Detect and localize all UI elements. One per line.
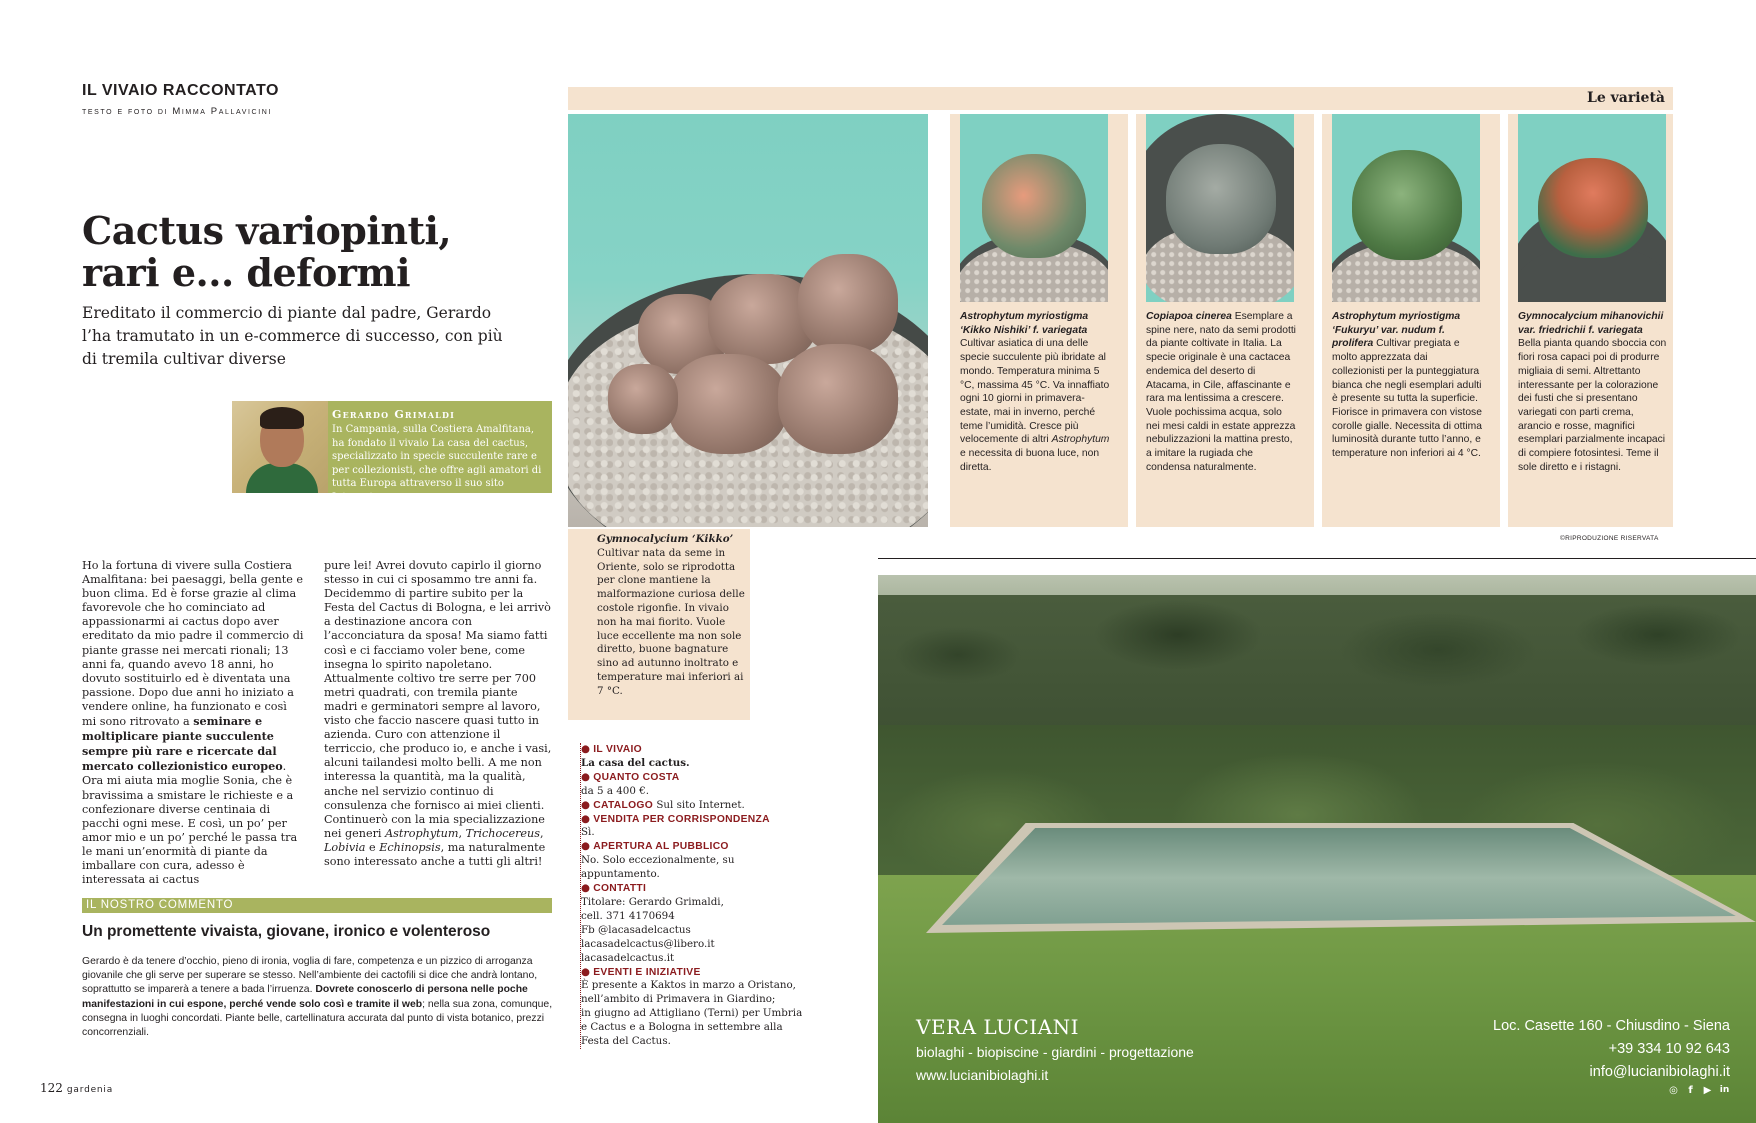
variety-name: Gymnocalycium mihanovichii var. friedrichii f. variegata (1518, 311, 1664, 336)
genus-name: Echinopsis (379, 840, 441, 854)
comment-label: IL NOSTRO COMMENTO (86, 899, 234, 911)
variety-photo (1518, 114, 1666, 302)
body-text: . Ora mi aiuta mia moglie Sonia, che è bravissima a smistare le richieste e a confezionare diverse centinaia di pacchi ogni mese. E così, un po’ per amor mio e un po’ perché le passa tra le mani un’enormità di piante da imballare con cura, adesso è interessata ai cactus (82, 760, 298, 887)
variety-name: Astrophytum myriostigma ‘Kikko Nishiki’ f. variegata (960, 311, 1089, 336)
contact-facebook: Fb @lacasadelcactus (581, 923, 691, 936)
info-heading: VENDITA PER CORRISPONDENZA (593, 813, 770, 825)
info-value: La casa del cactus. (581, 756, 690, 769)
comment-bar (82, 898, 552, 913)
main-caption-name: Gymnocalycium ‘Kikko’ (597, 533, 734, 545)
event-line: È presente a Kaktos in marzo a Oristano, (581, 979, 796, 992)
nursery-info-box: ● IL VIVAIO La casa del cactus. ● QUANTO COSTA da 5 a 400 €. ● CATALOGO Sul sito Internet. ● VENDITA PER CORRISPONDENZA Sì. ● APERTURA AL PUBBLICO No. Solo eccezionalmente, su appuntamento. ● CONTATTI Titolare: Gerardo Grimaldi, cell. 371 4170694 Fb @lacasadelcactus lacasadelcactus@libero.it lacasadelcactus.it ● EVENTI E INIZIATIVE È presente a Kaktos in marzo a Oristano, nell’ambito di Primavera in Giardino; in giugno ad Attigliano (Terni) per Umbria e Cactus e a Bologna in settembre alla Festa del Cactus. (581, 743, 803, 1048)
event-line: nell’ambito di Primavera in Giardino; (581, 993, 776, 1006)
comment-text: Gerardo è da tenere d’occhio, pieno di ironia, voglia di fare, competenza e un pizzico di arroganza giovanile che gli serve per superare se stesso. Nell’ambiente dei cactofili si dice che andrà lontano, soprattutto se imparerà a tenere a bada l’irruenza. (82, 956, 538, 996)
varieties-header (568, 87, 1673, 110)
instagram-icon[interactable]: ◎ (1669, 1085, 1678, 1096)
facebook-icon[interactable]: f (1688, 1085, 1693, 1096)
comment-text: ; nella sua zona, comunque, consegna in luoghi concordati. Piante belle, cartellinatura accurata dal punto di vista botanico, prezzi concorrenziali. (82, 998, 553, 1039)
byline: testo e foto di Mimma Pallavicini (82, 106, 272, 117)
article-subtitle: Ereditato il commercio di piante dal padre, Gerardo l’ha tramutato in un e-commerce di successo, con più di tremila cultivar diverse (82, 304, 503, 368)
info-heading: QUANTO COSTA (593, 771, 680, 783)
ad-email[interactable]: info@lucianibiolaghi.it (1589, 1064, 1730, 1080)
info-value: appuntamento. (581, 868, 660, 881)
variety-text: Bella pianta quando sboccia con fiori rosa capaci poi di produrre migliaia di semi. Altrettanto interessante per la colorazione dei fusti che si presentano variegati con parti crema, arancio e rosse, magnifici esemplari parzialmente incapaci di compiere fotosintesi. Teme il sole diretto e i ristagni. (1518, 338, 1667, 473)
variety-text: Cultivar asiatica di una delle specie succulente più ibridate al mondo. Temperatura minima 5 °C, massima 45 °C. Va innaffiato ogni 10 giorni in primavera-estate, mai in inverno, perché teme l’umidità. Cresce più velocemente di altri (960, 338, 1110, 446)
contact-website: lacasadelcactus.it (581, 951, 675, 964)
variety-text: Esemplare a spine nere, nato da semi prodotti da piante coltivate in Italia. La specie originale è una cactacea endemica del deserto di Atacama, in Cile, affascinante e rara ma lentissima a crescere. Vuole pochissima acqua, solo nei mesi caldi in estate apprezza nebulizzazioni la mattina presto, a imitare la rugiada che condensa naturalmente. (1146, 311, 1296, 473)
ad-brand: VERA LUCIANI (916, 1015, 1079, 1039)
info-value: No. Solo eccezionalmente, su (581, 854, 735, 867)
variety-caption (960, 310, 1110, 474)
variety-text-italic: Astrophytum (1051, 434, 1110, 446)
contact-owner: Titolare: Gerardo Grimaldi, (581, 895, 724, 908)
profile-text: In Campania, sulla Costiera Amalfitana, ha fondato il vivaio La casa del cactus, specializzato in specie succulente rare e per collezionisti, che offre agli amatori di tutta Europa attraverso il suo sito Internet. (332, 424, 542, 503)
contact-email: lacasadelcactus@libero.it (581, 937, 715, 950)
page-footer (40, 1081, 113, 1095)
body-text: pure lei! Avrei dovuto capirlo il giorno stesso in cui ci sposammo tre anni fa. Decidemmo di partire subito per la Festa del Cactus di Bologna, e lei arrivò a destinazione ancora con l’acconciatura da sposa! Ma siamo fatti così e ci facciamo voler bene, come insegna lo spirito napoletano. Attualmente coltivo tre serre per 700 metri quadrati, con tremila piante madri e germinatori sempre al lavoro, visto che faccio nascere quasi tutto in azienda. Curo con attenzione il terriccio, che produco io, e anche i vasi, alcuni tailandesi molto belli. A me non interessa la quantità, ma la qualità, anche nel servizio continuo di consulenza che fornisco ai miei clienti. Continuerò con la mia specializzazione nei generi (324, 559, 552, 840)
linkedin-icon[interactable]: in (1719, 1085, 1730, 1095)
profile-name: Gerardo Grimaldi (332, 408, 456, 421)
profile-photo (232, 401, 328, 493)
info-value: Sì. (581, 826, 595, 839)
info-value: da 5 a 400 €. (581, 784, 649, 797)
varieties-title: Le varietà (1587, 90, 1665, 106)
page-number: 122 (40, 1081, 63, 1095)
ad-services: biolaghi - biopiscine - giardini - progettazione (916, 1044, 1194, 1060)
genus-name: Lobivia (324, 840, 366, 854)
body-column-2 (324, 559, 554, 869)
ad-social-icons (1668, 1085, 1730, 1096)
ad-phone: +39 334 10 92 643 (1608, 1041, 1730, 1057)
variety-photo (1146, 114, 1294, 302)
ad-address: Loc. Casette 160 - Chiusdino - Siena (1493, 1018, 1730, 1034)
ad-website[interactable]: www.lucianibiolaghi.it (916, 1067, 1049, 1083)
variety-card (1508, 114, 1673, 527)
comment-title: Un promettente vivaista, giovane, ironico e volenteroso (82, 923, 491, 940)
body-text: Ho la fortuna di vivere sulla Costiera Amalfitana: bei paesaggi, bella gente e buon clima. Ed è forse grazie al clima favorevole che ho cominciato ad appassionarmi ai cactus dopo aver ereditato da mio padre il commercio di piante grasse nei mercati rionali; 13 anni fa, quando avevo 18 anni, ho dovuto sostituirlo ed è diventata una passione. Dopo due anni ho iniziato a vendere online, ha funzionato e così mi sono ritrovato a (82, 559, 304, 729)
info-heading: EVENTI E INIZIATIVE (593, 966, 701, 978)
genus-name: Trichocereus (465, 826, 540, 840)
advertisement (878, 575, 1756, 1123)
magazine-name: gardenia (66, 1085, 114, 1095)
main-caption (597, 533, 745, 699)
info-heading: APERTURA AL PUBBLICO (593, 841, 729, 853)
body-text-bold: seminare e moltiplicare piante succulente sempre più rare e ricercate dal mercato collezionistico europeo (82, 714, 283, 774)
comment-text-bold: Dovrete conoscerlo di persona nelle poche manifestazioni in cui espone, perché vende solo così e tramite il web (82, 984, 528, 1010)
section-title: IL VIVAIO RACCONTATO (82, 82, 279, 99)
youtube-icon[interactable]: ▶ (1703, 1085, 1712, 1096)
headline-line-2: rari e... deformi (82, 250, 411, 295)
main-caption-text: Cultivar nata da seme in Oriente, solo se riprodotta per clone mantiene la malformazione curiosa delle costole rigonfie. In vivaio non ha mai fiorito. Vuole luce eccellente ma non sole diretto, buone bagnature sino ad autunno inoltrato e temperature mai inferiori ai 7 °C. (597, 546, 745, 697)
variety-name: Copiapoa cinerea (1146, 311, 1232, 322)
contact-phone: cell. 371 4170694 (581, 909, 675, 922)
event-line: in giugno ad Attigliano (Terni) per Umbria (581, 1007, 803, 1020)
headline-line-1: Cactus variopinti, (82, 208, 452, 253)
variety-name: Astrophytum myriostigma ‘Fukuryu’ var. nudum f. prolifera (1332, 311, 1461, 350)
event-line: Festa del Cactus. (581, 1035, 671, 1048)
variety-caption (1518, 310, 1668, 474)
article-headline (82, 210, 512, 294)
variety-caption (1332, 310, 1482, 461)
body-text: , ma naturalmente sono interessato anche a tutti gli altri! (324, 840, 546, 868)
variety-card (950, 114, 1128, 527)
variety-text: e necessita di buona luce, non diretta. (960, 448, 1100, 473)
info-heading: CATALOGO (593, 799, 654, 811)
genus-name: Astrophytum (385, 826, 459, 840)
profile-box (232, 401, 552, 503)
ad-divider (878, 558, 1756, 559)
separator: , (540, 826, 544, 840)
event-line: e Cactus e a Bologna in settembre alla (581, 1021, 783, 1034)
variety-card (1136, 114, 1314, 527)
comment-body (82, 955, 556, 1040)
info-value: Sul sito Internet. (653, 798, 745, 811)
variety-card (1322, 114, 1500, 527)
body-column-1 (82, 559, 304, 887)
variety-photo (1332, 114, 1480, 302)
info-heading: IL VIVAIO (593, 744, 642, 755)
separator: e (365, 840, 380, 854)
variety-caption (1146, 310, 1296, 474)
separator: , (458, 826, 466, 840)
info-heading: CONTATTI (593, 883, 647, 895)
copyright-note: ©RIPRODUZIONE RISERVATA (1560, 535, 1659, 542)
variety-text: Cultivar pregiata e molto apprezzata dai collezionisti per la punteggiatura bianca che negli esemplari adulti è presente su tutta la superficie. Fiorisce in primavera con vistose corolle gialle. Necessita di ottima luminosità durante tutto l’anno, e temperature non inferiori ai 4 °C. (1332, 338, 1482, 460)
variety-photo (960, 114, 1108, 302)
main-cactus-photo (568, 114, 928, 527)
